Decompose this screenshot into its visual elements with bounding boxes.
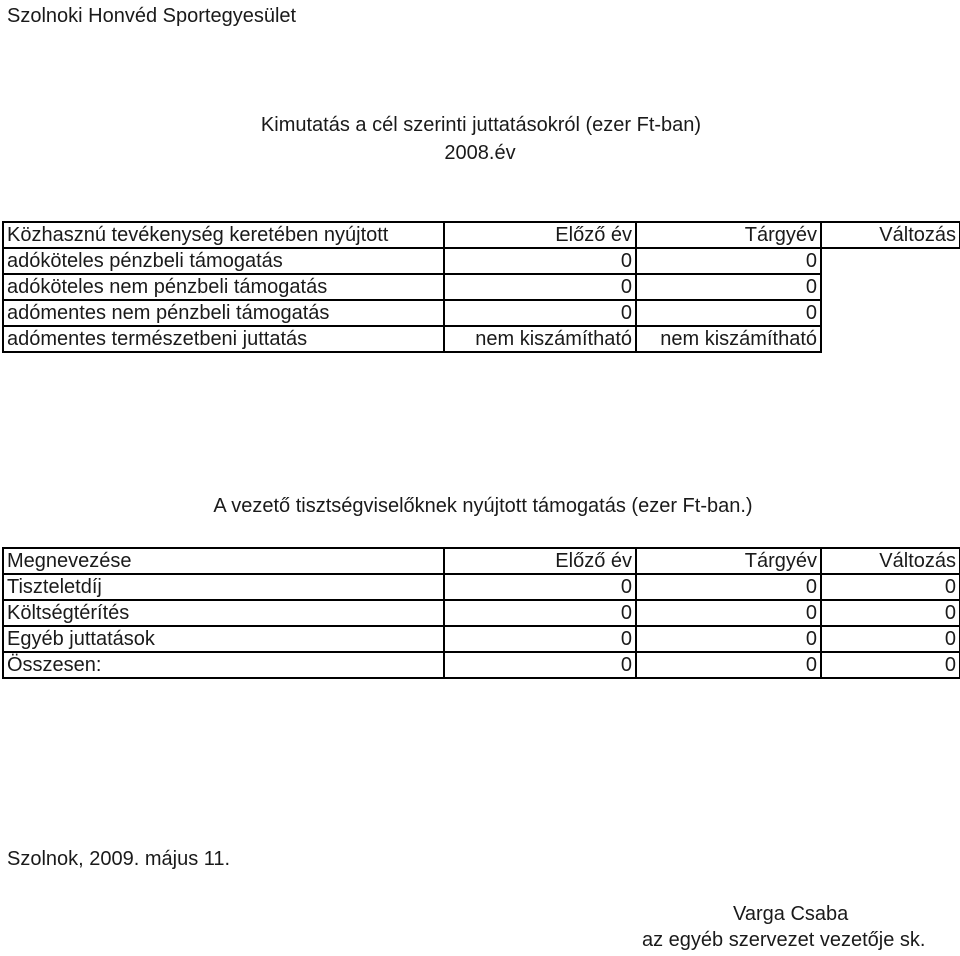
cell-prev-year: 0 [444, 626, 636, 652]
row-label: Költségtérítés [3, 600, 444, 626]
table-header-row [3, 548, 960, 574]
header-cell: Tárgyév [636, 222, 821, 248]
cell-prev-year: 0 [444, 600, 636, 626]
signer-role: az egyéb szervezet vezetője sk. [642, 929, 926, 951]
table-row [3, 274, 960, 300]
cell-change: 0 [821, 626, 960, 652]
cell-prev-year: 0 [444, 652, 636, 678]
header-cell: Megnevezése [3, 548, 444, 574]
cell-prev-year: 0 [444, 300, 636, 326]
row-label: Tiszteletdíj [3, 574, 444, 600]
cell-change [821, 274, 960, 300]
signer-name: Varga Csaba [733, 903, 849, 925]
cell-change [821, 248, 960, 274]
benefits-table [2, 221, 960, 353]
header-cell: Közhasznú tevékenység keretében nyújtott [3, 222, 444, 248]
cell-change: 0 [821, 652, 960, 678]
row-label: Összesen: [3, 652, 444, 678]
cell-current-year: 0 [636, 652, 821, 678]
row-label: adóköteles nem pénzbeli támogatás [3, 274, 444, 300]
table-row [3, 300, 960, 326]
cell-current-year: 0 [636, 626, 821, 652]
table-row [3, 600, 960, 626]
officers-table [2, 547, 960, 679]
table-header-row [3, 222, 960, 248]
officers-table-title: A vezető tisztségviselőknek nyújtott támogatás (ezer Ft-ban.) [213, 495, 753, 517]
place-date: Szolnok, 2009. május 11. [7, 848, 231, 870]
table-row [3, 574, 960, 600]
organization-name: Szolnoki Honvéd Sportegyesület [7, 5, 297, 27]
cell-current-year: 0 [636, 574, 821, 600]
cell-change: 0 [821, 574, 960, 600]
row-label: Egyéb juttatások [3, 626, 444, 652]
table-row [3, 626, 960, 652]
report-title: Kimutatás a cél szerinti juttatásokról (ezer Ft-ban) [260, 114, 702, 136]
table-row [3, 248, 960, 274]
row-label: adómentes nem pénzbeli támogatás [3, 300, 444, 326]
cell-current-year: 0 [636, 248, 821, 274]
cell-current-year: 0 [636, 274, 821, 300]
cell-current-year: nem kiszámítható [636, 326, 821, 352]
header-cell: Előző év [444, 222, 636, 248]
cell-change [821, 326, 960, 352]
cell-current-year: 0 [636, 600, 821, 626]
header-cell: Tárgyév [636, 548, 821, 574]
header-cell: Változás [821, 222, 960, 248]
cell-prev-year: 0 [444, 274, 636, 300]
table-row-total [3, 652, 960, 678]
cell-prev-year: nem kiszámítható [444, 326, 636, 352]
cell-prev-year: 0 [444, 248, 636, 274]
cell-change [821, 300, 960, 326]
header-cell: Változás [821, 548, 960, 574]
header-cell: Előző év [444, 548, 636, 574]
cell-current-year: 0 [636, 300, 821, 326]
report-year: 2008.év [444, 142, 516, 164]
table-row [3, 326, 960, 352]
cell-change: 0 [821, 600, 960, 626]
row-label: adóköteles pénzbeli támogatás [3, 248, 444, 274]
row-label: adómentes természetbeni juttatás [3, 326, 444, 352]
cell-prev-year: 0 [444, 574, 636, 600]
